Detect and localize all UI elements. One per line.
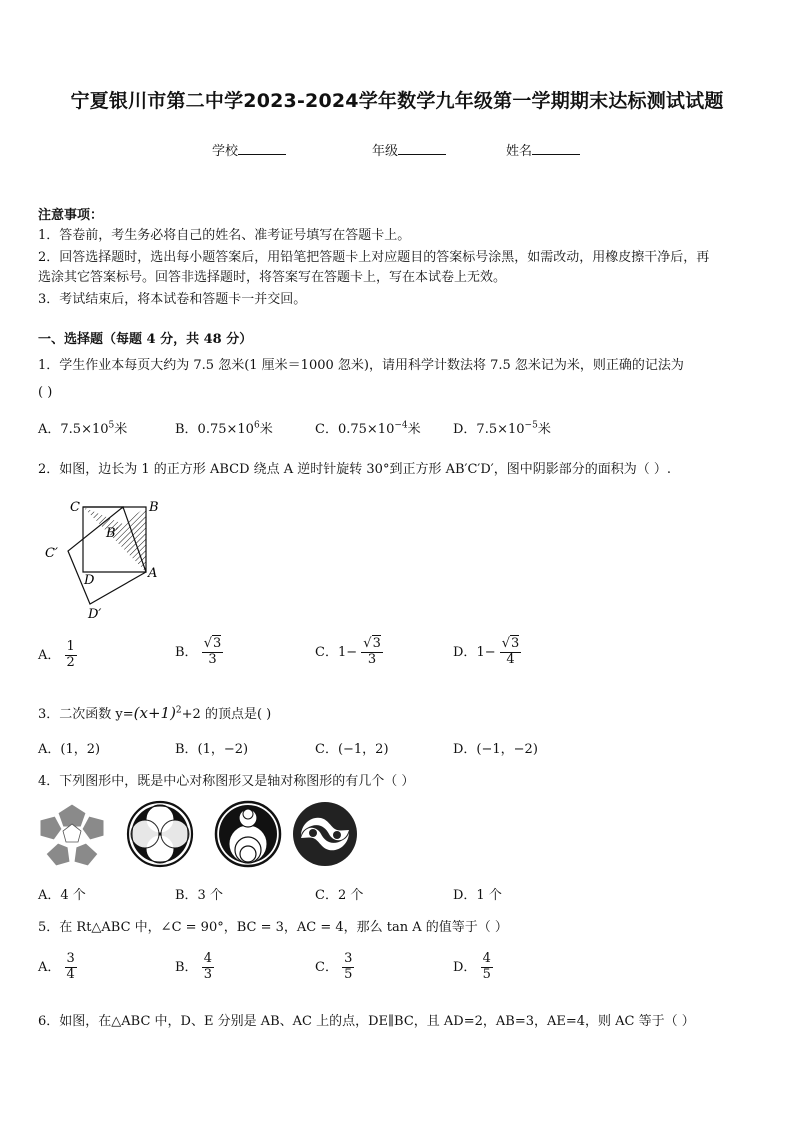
note-item: 2．回答选择题时，选出每小题答案后，用铅笔把答题卡上对应题目的答案标号涂黑，如需改动，用橡皮擦干净后，再 [38,250,710,265]
notes-header: 注意事项： [38,208,104,223]
grade-blank [398,142,446,155]
rotated-square-figure [38,494,168,628]
label-b: B [149,500,159,515]
section-heading: 一、选择题（每题 4 分，共 48 分） [38,332,253,347]
question-1-text: 1．学生作业本每页大约为 7.5 忽米(1 厘米＝1000 忽米)，请用科学计数法将 7.5 忽米记为米，则正确的记法为 [38,358,684,373]
label-b-prime: B′ [106,526,119,541]
q3-option-c: C．(−1，2) [315,742,389,757]
q2-option-a: A． $\frac{1}{2}$ [38,639,75,670]
name-blank [532,142,580,155]
question-2-text: 2．如图，边长为 1 的正方形 ABCD 绕点 A 逆时针旋转 30°到正方形 AB′C′D′，图中阴影部分的面积为（ ）. [38,462,672,477]
q1-option-a: A．$7.5\times 10^5$米 [38,420,128,437]
pentagon-flower-figure [36,802,108,868]
interlocking-circles-figure [126,800,194,868]
q3-option-a: A．(1，2) [38,742,101,757]
question-5-text: 5．在 Rt△ABC 中，∠C = 90°，BC = 3，AC = 4，那么 tan A 的值等于（ ） [38,920,508,935]
q5-option-b: B． $\frac{4}{3}$ [175,951,212,982]
q5-option-d: D． $\frac{4}{5}$ [453,951,491,982]
q3-option-d: D．(−1，−2) [453,742,538,757]
question-4-text: 4．下列图形中，既是中心对称图形又是轴对称图形的有几个（ ） [38,774,415,789]
label-c-prime: C′ [45,546,58,561]
label-d-prime: D′ [88,607,102,622]
label-c: C [70,500,80,515]
q2-option-b: B． $\frac{√3}{3}$ [175,636,222,667]
note-item: 选涂其它答案标号。回答非选择题时，将答案写在答题卡上，写在本试卷上无效。 [38,270,507,285]
q3-option-b: B．(1，−2) [175,742,249,757]
q1-option-b: B．$0.75\times 10^6$米 [175,420,273,437]
q4-option-a: A．4 个 [38,888,86,903]
q4-option-c: C．2 个 [315,888,364,903]
name-field [506,140,580,159]
note-item: 3．考试结束后，将本试卷和答题卡一并交回。 [38,292,307,307]
school-label: 学校 [212,144,239,159]
question-1-paren: ( ) [38,385,53,400]
name-label: 姓名 [506,144,533,159]
label-d: D [84,573,95,588]
question-6-text: 6．如图，在△ABC 中，D、E 分别是 AB、AC 上的点，DE∥BC，且 AD=2，AB=3，AE=4，则 AC 等于（ ） [38,1014,695,1029]
q1-option-d: D．$7.5\times 10^{-5}$米 [453,420,551,437]
q5-option-c: C． $\frac{3}{5}$ [315,951,353,982]
label-a: A [148,566,158,581]
page-title: 宁夏银川市第二中学2023-2024学年数学九年级第一学期期末达标测试试题 [70,90,724,112]
q4-option-b: B．3 个 [175,888,223,903]
note-item: 1．答卷前，考生务必将自己的姓名、准考证号填写在答题卡上。 [38,228,411,243]
q1-option-c: C．$0.75\times 10^{-4}$米 [315,420,421,437]
q4-option-d: D．1 个 [453,888,502,903]
grade-field [372,140,446,159]
school-blank [238,142,286,155]
question-3-text: 3．二次函数 $y=(x+1)^2+2$ 的顶点是( ) [38,704,272,722]
school-field [212,140,286,159]
q2-option-c: C．1− $\frac{√3}{3}$ [315,636,381,667]
q5-option-a: A． $\frac{3}{4}$ [38,951,75,982]
q2-option-d: D．1− $\frac{√3}{4}$ [453,636,520,667]
swirl-figure [291,800,359,868]
nested-circles-figure [214,800,282,868]
grade-label: 年级 [372,144,399,159]
